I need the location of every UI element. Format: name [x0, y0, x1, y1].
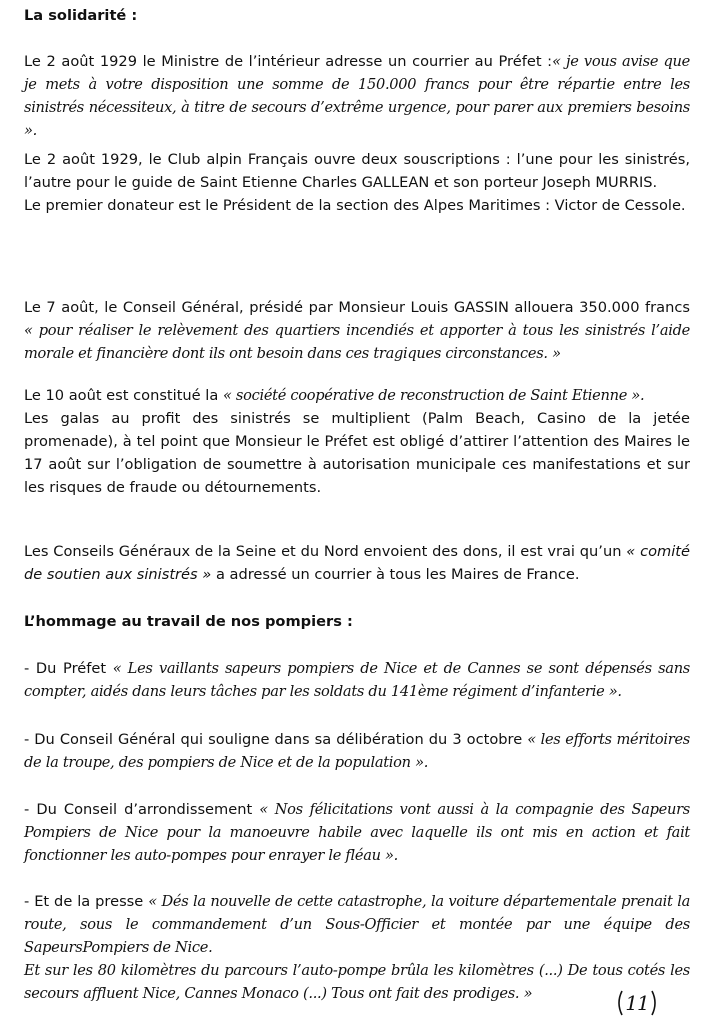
- paragraph-text: a adressé un courrier à tous les Maires de France.: [215, 566, 580, 583]
- paragraph-ministre: [24, 50, 690, 142]
- quote-text: « comité de soutien aux sinistrés »: [24, 543, 691, 583]
- paragraph-text: Le 2 août 1929, le Club alpin Français ouvre deux souscriptions : l’une pour les sinistrés, l’autre pour le guide de Saint Etienne Charles GALLEAN et son porteur Joseph MURRIS.: [24, 151, 690, 191]
- paragraph-conseil-general: [24, 296, 690, 365]
- paragraph-text: Le 7 août, le Conseil Général, présidé par Monsieur Louis GASSIN allouera 350.000 francs: [24, 299, 690, 316]
- heading-solidarite: La solidarité :: [24, 7, 138, 24]
- bullet-conseil-arrondissement: [24, 798, 690, 867]
- paragraph-text: Le premier donateur est le Président de la section des Alpes Maritimes : Victor de Cessole.: [24, 197, 686, 214]
- quote-text: « Dés la nouvelle de cette catastrophe, la voiture départementale prenait la route, sous le commandement d’un Sous-Officier et montée par une équipe des SapeursPompiers de Nice.: [24, 893, 691, 956]
- page-number-circle-icon: [614, 988, 660, 1018]
- paragraph-cooperative: [24, 384, 690, 499]
- quote-text: « pour réaliser le relèvement des quartiers incendiés et apporter à tous les sinistrés l’aide morale et financière dont ils ont besoin dans ces tragiques circonstances. »: [24, 322, 690, 362]
- quote-text: « les efforts méritoires de la troupe, des pompiers de Nice et de la population ».: [24, 731, 690, 771]
- bullet-prefet: [24, 657, 690, 703]
- quote-text: « société coopérative de reconstruction de Saint Etienne ».: [222, 387, 645, 404]
- page-number-handwritten: [614, 988, 660, 1018]
- quote-text: « Les vaillants sapeurs pompiers de Nice et de Cannes se sont dépensés sans compter, aidés dans leurs tâches par les soldats du 141ème régiment d’infanterie ».: [24, 660, 690, 700]
- paragraph-club-alpin: [24, 148, 690, 217]
- bullet-presse: [24, 890, 690, 1005]
- paragraph-text: Les galas au profit des sinistrés se multiplient (Palm Beach, Casino de la jetée promenade), à tel point que Monsieur le Préfet est obligé d’attirer l’attention des Maires le 17 août sur l’obligation de soumettre à autorisation municipale ces manifestations et sur les risques de fraude ou détournements.: [24, 410, 690, 496]
- quote-text: « je vous avise que je mets à votre disposition une somme de 150.000 francs pour être répartie entre les sinistrés nécessiteux, à titre de secours d’extrême urgence, pour parer aux premiers besoins ».: [24, 53, 690, 139]
- paragraph-text: Le 10 août est constitué la: [24, 387, 219, 404]
- paragraph-text: Le 2 août 1929 le Ministre de l’intérieur adresse un courrier au Préfet :: [24, 53, 553, 70]
- bullet-conseil-general: [24, 728, 690, 774]
- paragraph-conseils-generaux: [24, 540, 690, 586]
- quote-text: « Nos félicitations vont aussi à la compagnie des Sapeurs Pompiers de Nice pour la manoeuvre habile avec laquelle ils ont mis en action et fait fonctionner les auto-pompes pour enrayer le fléau ».: [24, 801, 690, 864]
- quote-text: Et sur les 80 kilomètres du parcours l’auto-pompe brûla les kilomètres (...) De tous cotés les secours affluent Nice, Cannes Monaco (...) Tous ont fait des prodiges. »: [24, 962, 690, 1002]
- paragraph-text: Les Conseils Généraux de la Seine et du Nord envoient des dons, il est vrai qu’un: [24, 543, 622, 560]
- heading-hommage: L’hommage au travail de nos pompiers :: [24, 613, 353, 630]
- bullet-text: - Et de la presse: [24, 893, 144, 910]
- bullet-text: - Du Conseil d’arrondissement: [24, 801, 253, 818]
- bullet-text: - Du Préfet: [24, 660, 107, 677]
- page-number: 11: [625, 991, 649, 1015]
- bullet-text: - Du Conseil Général qui souligne dans sa délibération du 3 octobre: [24, 731, 523, 748]
